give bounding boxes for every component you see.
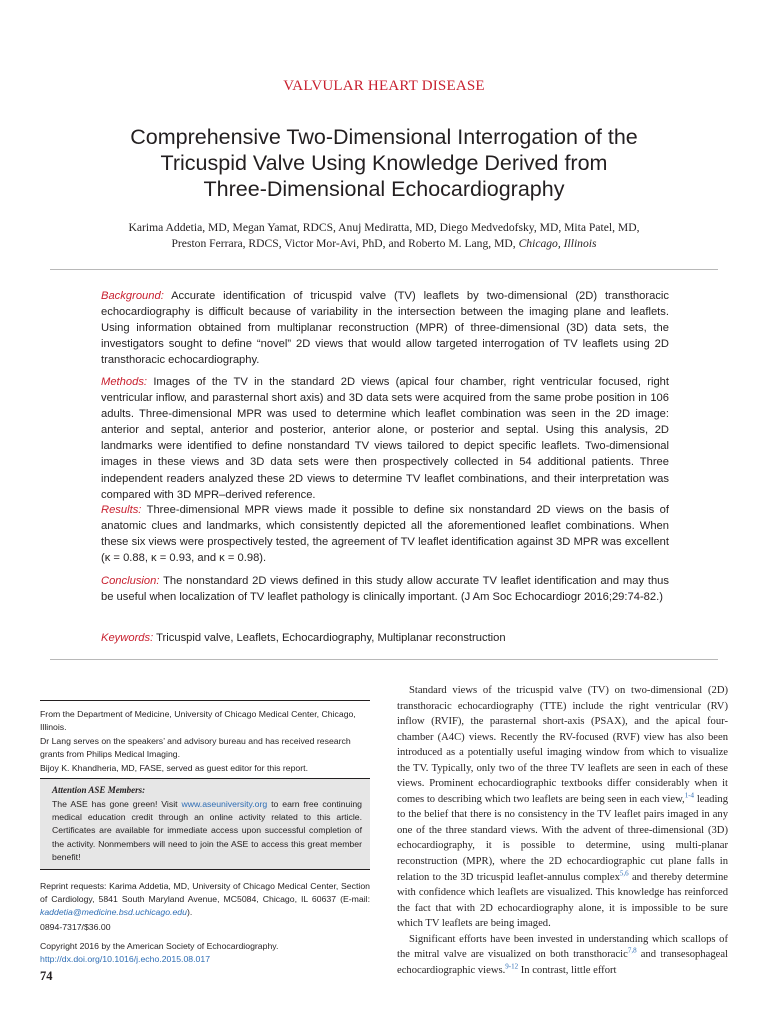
abstract-conclusion (101, 573, 669, 605)
abstract-text: The nonstandard 2D views defined in this study allow accurate TV leaflet identification and may thus be useful when localization of TV leaflet pathology is clinically important. (J Am Soc Echocardiogr 2016;29:74-82.) (101, 575, 669, 604)
abstract-label: Background: (101, 290, 164, 302)
author-line: Karima Addetia, MD, Megan Yamat, RDCS, Anuj Mediratta, MD, Diego Medvedofsky, MD, Mita Patel, MD, (128, 221, 640, 234)
title-line: Comprehensive Two-Dimensional Interrogation of the (130, 125, 638, 149)
body-paragraph (397, 932, 728, 979)
abstract-label: Keywords: (101, 632, 154, 644)
abstract-methods (101, 374, 669, 503)
footnote-divider (40, 700, 370, 701)
reference-link[interactable]: 5,6 (619, 869, 629, 878)
abstract-label: Results: (101, 504, 142, 516)
author-names: Preston Ferrara, RDCS, Victor Mor-Avi, PhD, and Roberto M. Lang, MD, (171, 237, 516, 250)
ase-university-link[interactable]: www.aseuniversity.org (181, 799, 268, 809)
author-location: Chicago, Illinois (518, 237, 597, 250)
reprint-text: Reprint requests: Karima Addetia, MD, University of Chicago Medical Center, Section of Cardiology, 5841 South Maryland Avenue, MC5084, Chicago, IL 60637 (E-mail: (40, 881, 370, 905)
abstract-text: Three-dimensional MPR views made it possible to define six nonstandard 2D views on the basis of anatomic clues and landmarks, which consistently depicted all the aforementioned leaflet combinations. When these six views were prospectively tested, the agreement of TV leaflet identification against 3D MPR was excellent (κ = 0.88, κ = 0.93, and κ = 0.98). (101, 504, 670, 565)
keywords-text: Tricuspid valve, Leaflets, Echocardiography, Multiplanar reconstruction (156, 632, 506, 644)
abstract-label: Conclusion: (101, 575, 160, 587)
footnote-issn: 0894-7317/$36.00 (40, 922, 111, 932)
reference-link[interactable]: 9-12 (505, 962, 519, 971)
footnote-copyright: Copyright 2016 by the American Society of Echocardiography. (40, 941, 279, 951)
ase-text-part: to earn free continuing medical education credit through an online activity related to this article. Certificates are available for immediate access upon successful completion of the activity. Nonmembers will need to join the ASE to access this great member benefit! (52, 799, 362, 862)
reference-link[interactable]: 7,8 (627, 946, 637, 955)
title-line: Tricuspid Valve Using Knowledge Derived from (160, 151, 608, 175)
abstract-text: Images of the TV in the standard 2D views (apical four chamber, right ventricular focused, right ventricular inflow, and parasternal short axis) and 3D data sets were acquired from the same probe position in 106 adults. Three-dimensional MPR was used to determine which leaflet combination was seen in the 2D image: anterior and septal, anterior and posterior, anterior alone, or posterior and septal. Using this analysis, 2D landmarks were identified to define nonstandard TV views tailored to depict specific leaflets. Two-dimensional images in these views and 3D data sets were then prospectively collected in 54 additional patients. Three independent readers analyzed these 2D views to determine TV leaflet combinations, and their interpretation was compared with 3D MPR–derived reference. (101, 376, 669, 501)
footnote-affiliation: From the Department of Medicine, University of Chicago Medical Center, Chicago, Illinois. (40, 709, 356, 733)
body-text: Standard views of the tricuspid valve (TV) on two-dimensional (2D) transthoracic echocardiography (TTE) include the right ventricular (RV) inflow (RVIF), the parasternal short-axis (PSAX), and the apical four-chamber (A4C) views. Recently the RV-focused (RVF) view has also been introduced as a potentially useful imaging window from which to visualize the TV. Typically, only two of the three TV leaflets are seen in each of these views. Prominent echocardiographic textbooks differ considerably when it comes to describing which two leaflets are being seen in each view, (397, 685, 728, 805)
footnote-disclosure: Dr Lang serves on the speakers’ and advisory bureau and has received research grants from Philips Medical Imaging. (40, 736, 351, 760)
author-list (60, 220, 708, 252)
abstract-text: Accurate identification of tricuspid valve (TV) leaflets by two-dimensional (2D) transthoracic echocardiography is difficult because of variability in the intersection between the imaging plane and leaflets. Using information obtained from multiplanar reconstruction (MPR) of three-dimensional (3D) data sets, the investigators sought to define “novel” 2D views that would allow targeted interrogation of TV leaflets using 2D transthoracic echocardiography. (101, 290, 669, 367)
body-text: and transesophageal echocardiographic views. (397, 949, 728, 976)
ase-notice-heading: Attention ASE Members: (52, 785, 146, 795)
footnote-reprint-requests (40, 880, 370, 920)
ase-notice-text (52, 798, 362, 864)
body-text: and thereby determine with confidence which leaflets are visualized. This knowledge has reinforced the fact that with 2D echocardiography alone, it is impossible to be sure which TV leaflets are being imaged. (397, 871, 728, 930)
reprint-email-link[interactable]: kaddetia@medicine.bsd.uchicago.edu (40, 907, 187, 918)
body-column (397, 683, 728, 978)
body-text: In contrast, little effort (520, 964, 617, 976)
reference-link[interactable]: 1-4 (684, 791, 695, 800)
title-line: Three-Dimensional Echocardiography (203, 177, 565, 201)
page-number: 74 (40, 969, 53, 983)
body-text: Significant efforts have been invested in understanding which scallops of the mitral valve are visualized on both transthoracic (397, 933, 728, 961)
body-paragraph (397, 683, 728, 932)
reprint-text: ). (186, 907, 193, 918)
body-text: leading to the belief that there is no consistency in the TV leaflet pairs imaged in any one of the three standard views. With the advent of three-dimensional (3D) echocardiography, it is possible to determine, using multi-planar reconstruction (MPR), where the 2D echocardiographic cut plane falls in relation to the 3D tricuspid leaflet-annulus complex (397, 793, 728, 883)
footnote-guest-editor: Bijoy K. Khandheria, MD, FASE, served as guest editor for this report. (40, 763, 308, 773)
ase-text-part: The ASE has gone green! Visit (52, 799, 178, 809)
abstract-label: Methods: (101, 376, 148, 388)
section-label: VALVULAR HEART DISEASE (283, 78, 485, 94)
abstract-results (101, 502, 669, 566)
abstract-background (101, 288, 669, 368)
author-line (60, 236, 708, 252)
doi-link[interactable]: http://dx.doi.org/10.1016/j.echo.2015.08.017 (40, 954, 211, 964)
abstract-keywords (101, 630, 669, 646)
article-title (70, 124, 698, 202)
